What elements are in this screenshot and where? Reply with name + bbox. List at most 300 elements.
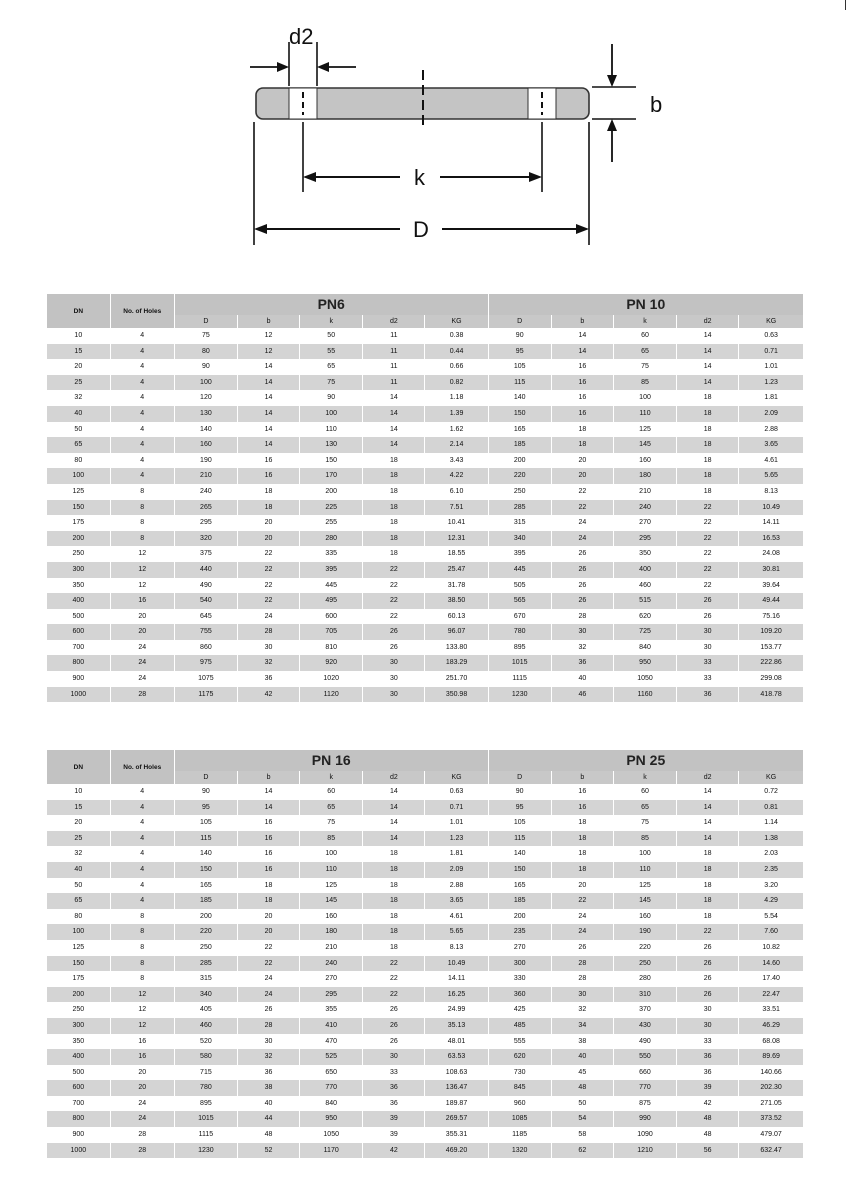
table-cell: 125: [613, 878, 676, 894]
table-cell: 20: [47, 815, 110, 831]
table-cell: 210: [300, 940, 363, 956]
table-cell: 400: [47, 593, 110, 609]
table-cell: 730: [488, 1065, 551, 1081]
table-cell: 26: [677, 956, 739, 972]
table-cell: 5.65: [739, 468, 803, 484]
table-cell: 100: [300, 406, 363, 422]
table-cell: 18: [363, 546, 425, 562]
table-cell: 4: [110, 453, 174, 469]
table-cell: 222.86: [739, 655, 803, 671]
table-cell: 36: [677, 1049, 739, 1065]
table-cell: 30: [237, 640, 299, 656]
table-cell: 14: [237, 359, 299, 375]
table-cell: 30: [677, 624, 739, 640]
table-cell: 20: [237, 531, 299, 547]
table-cell: 38: [237, 1080, 299, 1096]
table-cell: 1160: [613, 687, 676, 703]
table-cell: 4: [110, 359, 174, 375]
table-cell: 175: [47, 515, 110, 531]
dn-header: DN: [47, 294, 110, 328]
table-cell: 26: [677, 940, 739, 956]
table-cell: 17.40: [739, 971, 803, 987]
table-cell: 24: [110, 640, 174, 656]
table-cell: 300: [47, 562, 110, 578]
table-cell: 50: [300, 328, 363, 344]
table-cell: 430: [613, 1018, 676, 1034]
table-cell: 18: [363, 862, 425, 878]
table-cell: 14: [677, 800, 739, 816]
table-cell: 4: [110, 878, 174, 894]
table-cell: 110: [300, 422, 363, 438]
table-cell: 180: [300, 924, 363, 940]
table-cell: 28: [551, 956, 613, 972]
table-cell: 65: [300, 800, 363, 816]
table-cell: 8: [110, 956, 174, 972]
table-cell: 210: [174, 468, 237, 484]
table-cell: 14.11: [739, 515, 803, 531]
table-cell: 109.20: [739, 624, 803, 640]
table-cell: 20: [237, 924, 299, 940]
column-header: b: [237, 315, 299, 328]
table-cell: 1000: [47, 687, 110, 703]
table-cell: 90: [174, 784, 237, 800]
table-cell: 7.51: [425, 500, 488, 516]
table-cell: 24: [237, 609, 299, 625]
table-cell: 1075: [174, 671, 237, 687]
table-cell: 235: [488, 924, 551, 940]
table-cell: 185: [488, 893, 551, 909]
table-cell: 32: [47, 846, 110, 862]
table-cell: 310: [613, 987, 676, 1003]
table-cell: 30: [363, 687, 425, 703]
column-header: KG: [739, 771, 803, 784]
table-cell: 0.44: [425, 344, 488, 360]
table-cell: 4.29: [739, 893, 803, 909]
table-cell: 1020: [300, 671, 363, 687]
table-cell: 240: [300, 956, 363, 972]
table-cell: 1320: [488, 1143, 551, 1159]
b-arrow-top-head: [607, 75, 617, 87]
table-cell: 350: [613, 546, 676, 562]
table-cell: 65: [613, 800, 676, 816]
table-cell: 225: [300, 500, 363, 516]
flange-diagram: [0, 0, 850, 260]
table-cell: 105: [174, 815, 237, 831]
table-cell: 46: [551, 687, 613, 703]
table-cell: 16: [551, 406, 613, 422]
table-cell: 14: [363, 390, 425, 406]
table-cell: 24.08: [739, 546, 803, 562]
table-cell: 30: [677, 1018, 739, 1034]
table-cell: 8: [110, 484, 174, 500]
table-cell: 14: [677, 831, 739, 847]
table-cell: 22: [551, 500, 613, 516]
table-cell: 18: [677, 390, 739, 406]
table-cell: 20: [110, 624, 174, 640]
column-header: b: [551, 771, 613, 784]
table-cell: 14: [237, 375, 299, 391]
column-header: b: [237, 771, 299, 784]
table-cell: 130: [174, 406, 237, 422]
table-cell: 8: [110, 500, 174, 516]
table-cell: 950: [300, 1111, 363, 1127]
k-arrow-right-head: [529, 172, 542, 182]
table-cell: 4: [110, 893, 174, 909]
table-cell: 140: [488, 390, 551, 406]
table-cell: 22: [237, 562, 299, 578]
table-cell: 755: [174, 624, 237, 640]
table-cell: 22: [237, 593, 299, 609]
table-cell: 405: [174, 1002, 237, 1018]
table-cell: 445: [300, 578, 363, 594]
table-cell: 200: [174, 909, 237, 925]
table-cell: 11: [363, 328, 425, 344]
table-cell: 4: [110, 344, 174, 360]
table-cell: 18: [363, 468, 425, 484]
table-cell: 295: [174, 515, 237, 531]
table-cell: 725: [613, 624, 676, 640]
table-cell: 165: [174, 878, 237, 894]
table-cell: 30: [237, 1034, 299, 1050]
table-cell: 251.70: [425, 671, 488, 687]
table-row: [47, 956, 803, 972]
table-cell: 540: [174, 593, 237, 609]
table-cell: 8: [110, 940, 174, 956]
table-cell: 1185: [488, 1127, 551, 1143]
table-cell: 14: [237, 422, 299, 438]
table-cell: 1.14: [739, 815, 803, 831]
table-cell: 39: [363, 1127, 425, 1143]
table-cell: 600: [47, 624, 110, 640]
table-cell: 48: [677, 1127, 739, 1143]
table-cell: 89.69: [739, 1049, 803, 1065]
table-cell: 2.88: [425, 878, 488, 894]
column-header: k: [300, 771, 363, 784]
table-cell: 440: [174, 562, 237, 578]
table-cell: 32: [237, 655, 299, 671]
table-cell: 4: [110, 862, 174, 878]
table-row: [47, 359, 803, 375]
table-cell: 10: [47, 328, 110, 344]
table-cell: 845: [488, 1080, 551, 1096]
table-cell: 490: [174, 578, 237, 594]
table-cell: 8: [110, 515, 174, 531]
table-cell: 210: [613, 484, 676, 500]
table-row: [47, 375, 803, 391]
table-cell: 22: [677, 531, 739, 547]
table-cell: 14: [363, 437, 425, 453]
table-cell: 265: [174, 500, 237, 516]
table-cell: 26: [677, 609, 739, 625]
table-cell: 10.82: [739, 940, 803, 956]
table-cell: 0.63: [425, 784, 488, 800]
table-cell: 32: [551, 1002, 613, 1018]
table-cell: 150: [488, 406, 551, 422]
table-cell: 200: [488, 909, 551, 925]
table-cell: 36: [363, 1096, 425, 1112]
table-cell: 400: [47, 1049, 110, 1065]
table-cell: 85: [613, 831, 676, 847]
table-cell: 8: [110, 909, 174, 925]
table-cell: 1.62: [425, 422, 488, 438]
table-cell: 18: [677, 406, 739, 422]
table-cell: 18: [363, 453, 425, 469]
flange-table-pn16-pn25: [47, 750, 803, 1158]
table-cell: 42: [237, 687, 299, 703]
table-cell: 18: [677, 422, 739, 438]
table-cell: 500: [47, 609, 110, 625]
table-cell: 4: [110, 422, 174, 438]
table-cell: 470: [300, 1034, 363, 1050]
table-cell: 175: [47, 971, 110, 987]
table-cell: 240: [613, 500, 676, 516]
group-header-row: [47, 750, 803, 771]
table-cell: 770: [300, 1080, 363, 1096]
d2-label: d2: [289, 24, 314, 49]
table-cell: 495: [300, 593, 363, 609]
table-cell: 160: [613, 909, 676, 925]
table-cell: 18: [551, 815, 613, 831]
table-cell: 1.18: [425, 390, 488, 406]
table-cell: 16: [237, 846, 299, 862]
table-cell: 39: [363, 1111, 425, 1127]
column-header: k: [613, 315, 676, 328]
table-cell: 18: [677, 862, 739, 878]
table-cell: 22: [237, 546, 299, 562]
table-cell: 300: [488, 956, 551, 972]
table-cell: 48: [677, 1111, 739, 1127]
table-cell: 270: [488, 940, 551, 956]
column-header: d2: [363, 315, 425, 328]
table-cell: 1.01: [739, 359, 803, 375]
table-row: [47, 909, 803, 925]
table-cell: 350.98: [425, 687, 488, 703]
table-cell: 26: [551, 593, 613, 609]
table-cell: 500: [47, 1065, 110, 1081]
table-cell: 300: [47, 1018, 110, 1034]
table-row: [47, 515, 803, 531]
table-cell: 660: [613, 1065, 676, 1081]
table-cell: 14: [551, 328, 613, 344]
table-cell: 108.63: [425, 1065, 488, 1081]
table-cell: 165: [488, 422, 551, 438]
table-cell: 40: [47, 406, 110, 422]
table-cell: 38.50: [425, 593, 488, 609]
table-cell: 16: [551, 800, 613, 816]
table-cell: 30: [677, 1002, 739, 1018]
table-cell: 2.03: [739, 846, 803, 862]
table-cell: 2.14: [425, 437, 488, 453]
table-cell: 18: [237, 484, 299, 500]
table-cell: 22: [551, 484, 613, 500]
table-cell: 165: [488, 878, 551, 894]
table-row: [47, 971, 803, 987]
table-cell: 18: [677, 878, 739, 894]
table-row: [47, 940, 803, 956]
table-cell: 975: [174, 655, 237, 671]
table-cell: 18: [677, 846, 739, 862]
table-cell: 25: [47, 831, 110, 847]
table-cell: 26: [363, 1034, 425, 1050]
table-cell: 14: [237, 390, 299, 406]
table-cell: 479.07: [739, 1127, 803, 1143]
table-cell: 580: [174, 1049, 237, 1065]
table-cell: 515: [613, 593, 676, 609]
table-cell: 24.99: [425, 1002, 488, 1018]
table-row: [47, 1065, 803, 1081]
table-cell: 285: [488, 500, 551, 516]
table-cell: 250: [47, 1002, 110, 1018]
table-cell: 285: [174, 956, 237, 972]
table-cell: 100: [174, 375, 237, 391]
table-cell: 140: [174, 846, 237, 862]
table-cell: 0.71: [739, 344, 803, 360]
table-cell: 280: [300, 531, 363, 547]
table-cell: 32: [237, 1049, 299, 1065]
table-cell: 28: [110, 687, 174, 703]
table-cell: 1.39: [425, 406, 488, 422]
column-header: D: [488, 315, 551, 328]
table-cell: 18: [363, 531, 425, 547]
table-cell: 550: [613, 1049, 676, 1065]
table-cell: 90: [174, 359, 237, 375]
table-cell: 6.10: [425, 484, 488, 500]
table-cell: 65: [613, 344, 676, 360]
table-body: [47, 294, 803, 702]
table-cell: 18: [551, 437, 613, 453]
table-cell: 14: [677, 344, 739, 360]
table-cell: 700: [47, 640, 110, 656]
table-cell: 270: [300, 971, 363, 987]
table-row: [47, 1143, 803, 1159]
table-cell: 2.35: [739, 862, 803, 878]
table-cell: 16.25: [425, 987, 488, 1003]
table-cell: 58: [551, 1127, 613, 1143]
table-cell: 14: [237, 437, 299, 453]
table-cell: 22: [551, 893, 613, 909]
table-row: [47, 1002, 803, 1018]
table-cell: 62: [551, 1143, 613, 1159]
table-cell: 350: [47, 1034, 110, 1050]
table-cell: 140.66: [739, 1065, 803, 1081]
table-cell: 520: [174, 1034, 237, 1050]
table-cell: 1210: [613, 1143, 676, 1159]
table-cell: 90: [488, 328, 551, 344]
table-cell: 0.81: [739, 800, 803, 816]
table-cell: 12: [110, 562, 174, 578]
table-cell: 115: [174, 831, 237, 847]
table-cell: 45: [551, 1065, 613, 1081]
table-cell: 360: [488, 987, 551, 1003]
table-cell: 12: [237, 328, 299, 344]
table-cell: 2.09: [425, 862, 488, 878]
table-cell: 875: [613, 1096, 676, 1112]
table-cell: 85: [300, 831, 363, 847]
table-cell: 160: [613, 453, 676, 469]
table-cell: 418.78: [739, 687, 803, 703]
table-cell: 40: [47, 862, 110, 878]
table-cell: 4: [110, 437, 174, 453]
table-cell: 26: [551, 578, 613, 594]
table-cell: 33: [677, 655, 739, 671]
table-cell: 18: [363, 846, 425, 862]
table-cell: 0.66: [425, 359, 488, 375]
table-cell: 110: [300, 862, 363, 878]
table-cell: 255: [300, 515, 363, 531]
table-cell: 150: [300, 453, 363, 469]
table-row: [47, 831, 803, 847]
table-cell: 18: [237, 500, 299, 516]
table-cell: 335: [300, 546, 363, 562]
table-cell: 18: [677, 484, 739, 500]
table-cell: 35.13: [425, 1018, 488, 1034]
table-cell: 525: [300, 1049, 363, 1065]
table-cell: 900: [47, 1127, 110, 1143]
table-cell: 1230: [174, 1143, 237, 1159]
table-cell: 11: [363, 375, 425, 391]
d2-arrow-left-head: [277, 62, 289, 72]
table-row: [47, 1127, 803, 1143]
table-cell: 30: [677, 640, 739, 656]
table-cell: 895: [488, 640, 551, 656]
table-row: [47, 437, 803, 453]
table-cell: 95: [488, 800, 551, 816]
column-header: d2: [363, 771, 425, 784]
table-cell: 22: [677, 562, 739, 578]
table-cell: 180: [613, 468, 676, 484]
column-header: KG: [739, 315, 803, 328]
table-cell: 40: [237, 1096, 299, 1112]
table-cell: 600: [300, 609, 363, 625]
table-cell: 270: [613, 515, 676, 531]
table-cell: 800: [47, 655, 110, 671]
table-cell: 30: [363, 671, 425, 687]
table-cell: 1120: [300, 687, 363, 703]
table-cell: 14: [677, 375, 739, 391]
table-cell: 1015: [488, 655, 551, 671]
table-cell: 65: [47, 893, 110, 909]
table-cell: 16: [237, 453, 299, 469]
table-cell: 1000: [47, 1143, 110, 1159]
table-cell: 36: [363, 1080, 425, 1096]
table-cell: 12: [110, 1018, 174, 1034]
table-cell: 80: [174, 344, 237, 360]
table-cell: 20: [237, 909, 299, 925]
table-cell: 18: [363, 500, 425, 516]
D-arrow-left-head: [254, 224, 267, 234]
table-row: [47, 671, 803, 687]
table-cell: 22: [237, 956, 299, 972]
table-cell: 22: [237, 578, 299, 594]
table-cell: 340: [174, 987, 237, 1003]
table-cell: 4: [110, 846, 174, 862]
table-cell: 600: [47, 1080, 110, 1096]
table-cell: 18: [363, 484, 425, 500]
table-row: [47, 484, 803, 500]
table-cell: 95: [174, 800, 237, 816]
table-cell: 36: [551, 655, 613, 671]
table-cell: 0.71: [425, 800, 488, 816]
table-cell: 115: [488, 375, 551, 391]
table-cell: 200: [47, 987, 110, 1003]
table-row: [47, 562, 803, 578]
table-cell: 15: [47, 344, 110, 360]
table-cell: 8: [110, 924, 174, 940]
table-cell: 10.41: [425, 515, 488, 531]
table-row: [47, 1096, 803, 1112]
table-cell: 4: [110, 831, 174, 847]
table-row: [47, 422, 803, 438]
